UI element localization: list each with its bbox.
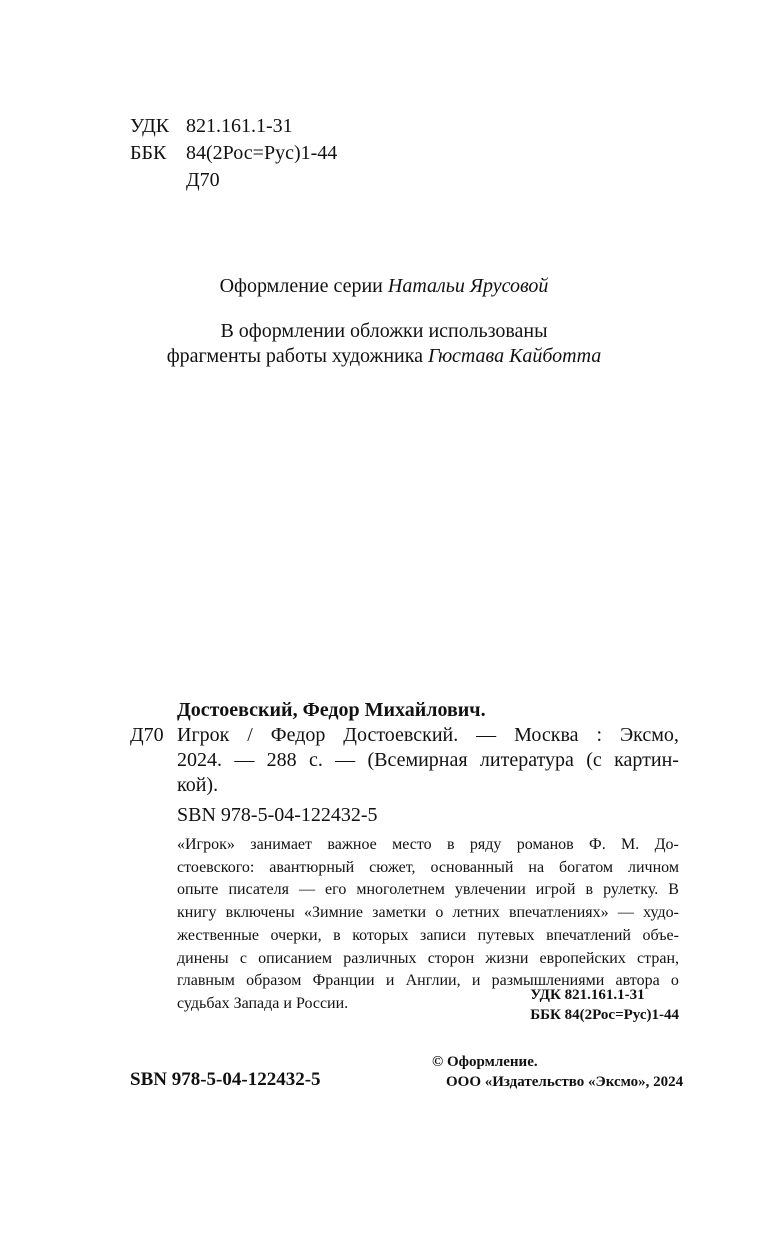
series-design-credit	[0, 275, 768, 298]
udk-row	[130, 113, 337, 140]
word: авантюрный	[269, 858, 355, 876]
word: 288	[266, 749, 297, 771]
word: его	[325, 881, 347, 899]
word: стоевского:	[177, 858, 255, 876]
udk-value: 821.161.1-31	[186, 115, 293, 137]
word: размышлениями	[491, 972, 605, 990]
word: о	[670, 972, 679, 990]
word: 2024.	[177, 749, 222, 771]
annotation-line	[177, 857, 679, 880]
word: впечатлениях»	[508, 904, 609, 922]
word: —	[234, 749, 255, 771]
word: богатом	[559, 858, 614, 876]
word: Эксмо,	[619, 724, 679, 746]
word: жизни	[485, 949, 529, 967]
classification-codes	[130, 113, 337, 194]
word: заметки	[372, 904, 427, 922]
word: писателя	[228, 881, 289, 899]
copyright-line1: © Оформление.	[432, 1054, 538, 1070]
word: Игрок	[177, 724, 230, 746]
series-credit-prefix: Оформление серии	[219, 275, 383, 297]
copyright-line2: ООО «Издательство «Эксмо», 2024	[446, 1074, 684, 1090]
annotation-line	[177, 925, 679, 948]
word: стран,	[637, 949, 679, 967]
cover-artist: Гюстава Кайботта	[428, 345, 602, 367]
series-designer: Натальи Ярусовой	[387, 275, 549, 297]
bbk-value: 84(2Рос=Рус)1-44	[186, 142, 338, 164]
classification-codes-small	[530, 985, 679, 1025]
word: главным	[177, 972, 235, 990]
word: —	[299, 881, 316, 899]
word: Англии,	[405, 972, 461, 990]
word: Москва	[514, 724, 579, 746]
word: Ф.	[589, 836, 606, 853]
bbk-row	[130, 140, 337, 167]
word: картин-	[614, 749, 679, 771]
word: в	[333, 926, 341, 944]
word: :	[596, 724, 603, 746]
annotation-line: судьбах Запада и России.	[177, 994, 349, 1012]
word: в	[446, 836, 455, 853]
bibliographic-author: Достоевский, Федор Михайлович.	[177, 699, 486, 721]
word: автора	[615, 972, 660, 990]
word: различных	[343, 949, 417, 967]
cover-credit-line2	[0, 345, 768, 368]
word: Достоевский.	[343, 724, 459, 746]
bbk-label: ББК	[130, 142, 167, 164]
word: на	[528, 858, 545, 876]
word: записи	[420, 926, 467, 944]
word: —	[476, 724, 497, 746]
word: ряду	[469, 836, 502, 853]
udk-label: УДК	[130, 115, 170, 137]
biblio-line	[177, 748, 679, 773]
word: —	[617, 904, 634, 922]
cover-credit-line1: В оформлении обложки использованы	[220, 320, 548, 342]
word: «Зимние	[304, 904, 363, 922]
word: объе-	[642, 926, 679, 944]
word: увлечении	[454, 881, 526, 899]
bbk-small: ББК 84(2Рос=Рус)1-44	[530, 1007, 679, 1023]
word: о	[435, 904, 444, 922]
word: очерки,	[270, 926, 322, 944]
word: которых	[352, 926, 409, 944]
word: в	[585, 881, 594, 899]
word: романов	[516, 836, 574, 853]
word: —	[335, 749, 356, 771]
word: Федор	[270, 724, 326, 746]
word: многолетнем	[356, 881, 445, 899]
biblio-line	[177, 723, 679, 748]
word: с.	[308, 749, 323, 771]
author-sign-row	[130, 167, 337, 194]
udk-small: УДК 821.161.1-31	[530, 987, 645, 1003]
word: динены	[177, 949, 229, 967]
isbn-entry: SBN 978-5-04-122432-5	[177, 804, 378, 826]
bibliographic-description	[177, 723, 679, 798]
word: М.	[621, 836, 640, 853]
word: с	[239, 949, 247, 967]
cover-credit-prefix: фрагменты работы художника	[166, 345, 424, 367]
word: основанный	[430, 858, 514, 876]
annotation-line	[177, 879, 679, 902]
word: игрой	[535, 881, 576, 899]
annotation-line	[177, 834, 679, 857]
biblio-line: кой).	[177, 774, 219, 796]
isbn-footer: SBN 978-5-04-122432-5	[130, 1069, 321, 1090]
shelf-mark: Д70	[130, 724, 164, 746]
word: В	[668, 881, 679, 899]
word: занимает	[250, 836, 313, 853]
word: опыте	[177, 881, 219, 899]
word: рулетку.	[603, 881, 659, 899]
word: книгу	[177, 904, 217, 922]
author-sign: Д70	[186, 169, 220, 191]
word: (с	[586, 749, 602, 771]
word: описанием	[258, 949, 333, 967]
word: включены	[225, 904, 295, 922]
word: худо-	[643, 904, 679, 922]
word: путевых	[477, 926, 535, 944]
word: место	[392, 836, 432, 853]
annotation-line	[177, 902, 679, 925]
word: важное	[327, 836, 377, 853]
word: /	[247, 724, 253, 746]
word: и	[471, 972, 481, 990]
word: жественные	[177, 926, 259, 944]
word: образом	[246, 972, 302, 990]
word: европейских	[539, 949, 626, 967]
word: (Всемирная	[367, 749, 468, 771]
copyright-block	[432, 1052, 683, 1092]
word: сторон	[427, 949, 475, 967]
annotation-line	[177, 948, 679, 971]
word: впечатлений	[546, 926, 631, 944]
word: Франции	[312, 972, 375, 990]
word: сюжет,	[369, 858, 416, 876]
word: личном	[627, 858, 679, 876]
word: летних	[452, 904, 500, 922]
word: и	[385, 972, 395, 990]
word: «Игрок»	[177, 836, 235, 853]
word: литература	[479, 749, 574, 771]
word: До-	[654, 836, 679, 853]
